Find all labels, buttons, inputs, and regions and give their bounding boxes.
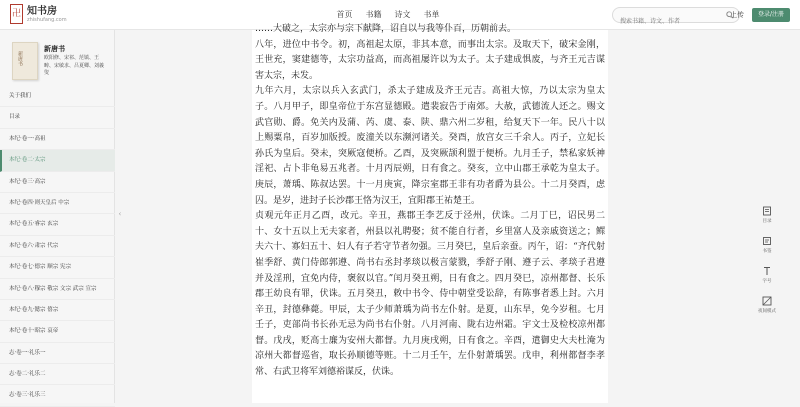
nav-books[interactable]: 书籍 bbox=[365, 10, 382, 19]
book-title: 新唐书 bbox=[44, 44, 65, 53]
night-mode-icon bbox=[762, 296, 772, 306]
sidebar-item-chapter[interactable]: 本纪·卷九·懿宗 僖宗 bbox=[0, 300, 115, 321]
sidebar bbox=[0, 30, 115, 403]
nav-poems[interactable]: 诗文 bbox=[394, 10, 411, 19]
logo-text bbox=[27, 6, 67, 23]
sidebar-item-chapter[interactable]: 本纪·卷七·德宗 顺宗 宪宗 bbox=[0, 257, 115, 278]
chapter-list bbox=[0, 86, 115, 407]
site-domain: zhishufang.com bbox=[27, 16, 67, 23]
sidebar-item-chapter[interactable]: 本纪·卷六·肃宗 代宗 bbox=[0, 236, 115, 257]
logo-seal-icon: 卍 bbox=[10, 4, 23, 24]
upload-link[interactable]: 上传 bbox=[730, 11, 744, 19]
bookmark-icon bbox=[762, 236, 772, 246]
sidebar-collapse-chevron-icon[interactable]: ‹ bbox=[118, 210, 122, 218]
search-input[interactable] bbox=[613, 15, 721, 29]
sidebar-item-about[interactable]: 关于我们 bbox=[0, 86, 115, 107]
night-mode-label: 夜间模式 bbox=[758, 309, 776, 314]
paragraph: ……大破之，太宗亦与宗下献降，诏自以与我等仆百，历朝前去。 bbox=[255, 24, 517, 34]
sidebar-item-chapter[interactable]: 本纪·卷十·昭宗 哀帝 bbox=[0, 321, 115, 342]
bookmark-label: 书签 bbox=[762, 249, 772, 254]
font-size-button[interactable] bbox=[752, 266, 782, 293]
catalog-button[interactable] bbox=[752, 206, 782, 233]
sidebar-item-chapter[interactable]: 本纪·卷四·则天皇后 中宗 bbox=[0, 193, 115, 214]
bookmark-button[interactable] bbox=[752, 236, 782, 263]
book-cover bbox=[12, 42, 38, 80]
sidebar-item-chapter[interactable]: 本纪·卷三·高宗 bbox=[0, 172, 115, 193]
catalog-label: 目录 bbox=[762, 219, 772, 224]
sidebar-item-chapter-active[interactable]: 本纪·卷二·太宗 bbox=[0, 150, 115, 171]
chapter-text bbox=[255, 22, 605, 381]
sidebar-item-toc[interactable]: 目录 bbox=[0, 107, 115, 128]
reading-area bbox=[252, 24, 608, 403]
sidebar-item-chapter[interactable]: 本纪·卷一·高祖 bbox=[0, 129, 115, 150]
sidebar-item-chapter[interactable]: 志·卷一·礼乐一 bbox=[0, 343, 115, 364]
site-name: 知书房 bbox=[27, 5, 57, 17]
night-mode-button[interactable] bbox=[752, 296, 782, 323]
login-button[interactable]: 登录/注册 bbox=[752, 8, 790, 22]
book-card[interactable] bbox=[8, 38, 110, 88]
nav-booklists[interactable]: 书单 bbox=[423, 10, 440, 19]
sidebar-item-chapter[interactable]: 志·卷二·礼乐二 bbox=[0, 364, 115, 385]
sidebar-item-chapter[interactable]: 本纪·卷五·睿宗 玄宗 bbox=[0, 214, 115, 235]
book-authors: 欧阳修、宋祁、范镇、王畴、宋敏求、吕夏卿、刘羲叟 bbox=[44, 55, 105, 76]
font-size-label: 字号 bbox=[762, 279, 772, 284]
search-box bbox=[612, 7, 740, 23]
paragraph: 八年，进位中书令。初，高祖起太原，非其本意，而事出太宗。及取天下，破宋金刚，王世充，窦建德等，太宗功益高，而高祖屡许以为太子。太子建成惧废，与齐王元吉谋害太宗，未发。 bbox=[255, 39, 605, 81]
paragraph: 九年六月，太宗以兵入玄武门，杀太子建成及齐王元吉。高祖大惊，乃以太宗为皇太子。八月甲子，即皇帝位于东宫显德殿。遣裴寂告于南郊。大赦，武德流人还之。赐文武官勋、爵。免关内及蒲、芮、虞、泰、陕、鼎六州二岁租，给复天下一年。民八十以上赐粟帛，百岁加版授。废潼关以东濒河诸关。癸酉，放宫女三千余人。丙子，立妃长孙氏为皇后。癸未，突厥寇便桥。乙酉，及突厥颉利盟于便桥。九月壬子，禁私家妖神淫祀、占卜非龟易五兆者。十月丙辰朔，日有食之。癸亥，立中山郡王承乾为皇太子。庚辰，萧瑀、陈叔达罢。十一月庚寅，降宗室郡王非有功者爵为县公。十二月癸酉，虑囚。是岁，进封子长沙郡王恪为汉王，宜阳郡王祐楚王。 bbox=[255, 86, 605, 206]
sidebar-item-chapter[interactable]: 本纪·卷八·穆宗 敬宗 文宗 武宗 宣宗 bbox=[0, 279, 115, 300]
book-cover-title: 新唐书 bbox=[17, 51, 23, 66]
font-size-icon bbox=[762, 266, 772, 276]
paragraph: 贞观元年正月乙酉，改元。辛丑，燕郡王李艺反于泾州，伏诛。二月丁巳，诏民男二十、女十五以上无夫家者，州县以礼聘娶；贫不能自行者，乡里富人及亲戚资送之；鳏夫六十、寡妇五十、妇人有子若守节者勿强。三月癸巳，皇后亲蚕。丙午，诏：“齐代射崔季舒、黄门侍郎郭遵、尚书右丞封孝琰以极言蒙戮，季舒子刚、遵子云、孝琰子君遵并及淫刑，宜免内侍，褒叙以官。”闰月癸丑朔，日有食之。四月癸巳，凉州都督、长乐郡王幼良有罪，伏诛。五月癸丑，敕中书令、侍中朝堂受讼辞，有陈事者悉上封。六月辛丑，封德彝薨。甲辰，太子少师萧瑀为尚书左仆射。是夏，山东旱，免今岁租。七月壬子，吏部尚书长孙无忌为尚书右仆射。八月河南、陇右边州霜。宇文士及检校凉州都督。戊戌，贬高士廉为安州大都督。九月庚戌朔，日有食之。辛酉，遣御史大夫杜淹为凉州大都督巡省，取长孙顺德等赃。十二月壬午，左仆射萧瑀罢。戊申，利州都督李孝常、右武卫将军刘德裕谋反，伏诛。 bbox=[255, 211, 605, 378]
site-logo[interactable] bbox=[10, 4, 67, 24]
catalog-icon bbox=[762, 206, 772, 216]
nav-home[interactable]: 首页 bbox=[336, 10, 353, 19]
sidebar-item-chapter[interactable]: 志·卷三·礼乐三 bbox=[0, 385, 115, 406]
reader-toolbar bbox=[752, 206, 782, 326]
